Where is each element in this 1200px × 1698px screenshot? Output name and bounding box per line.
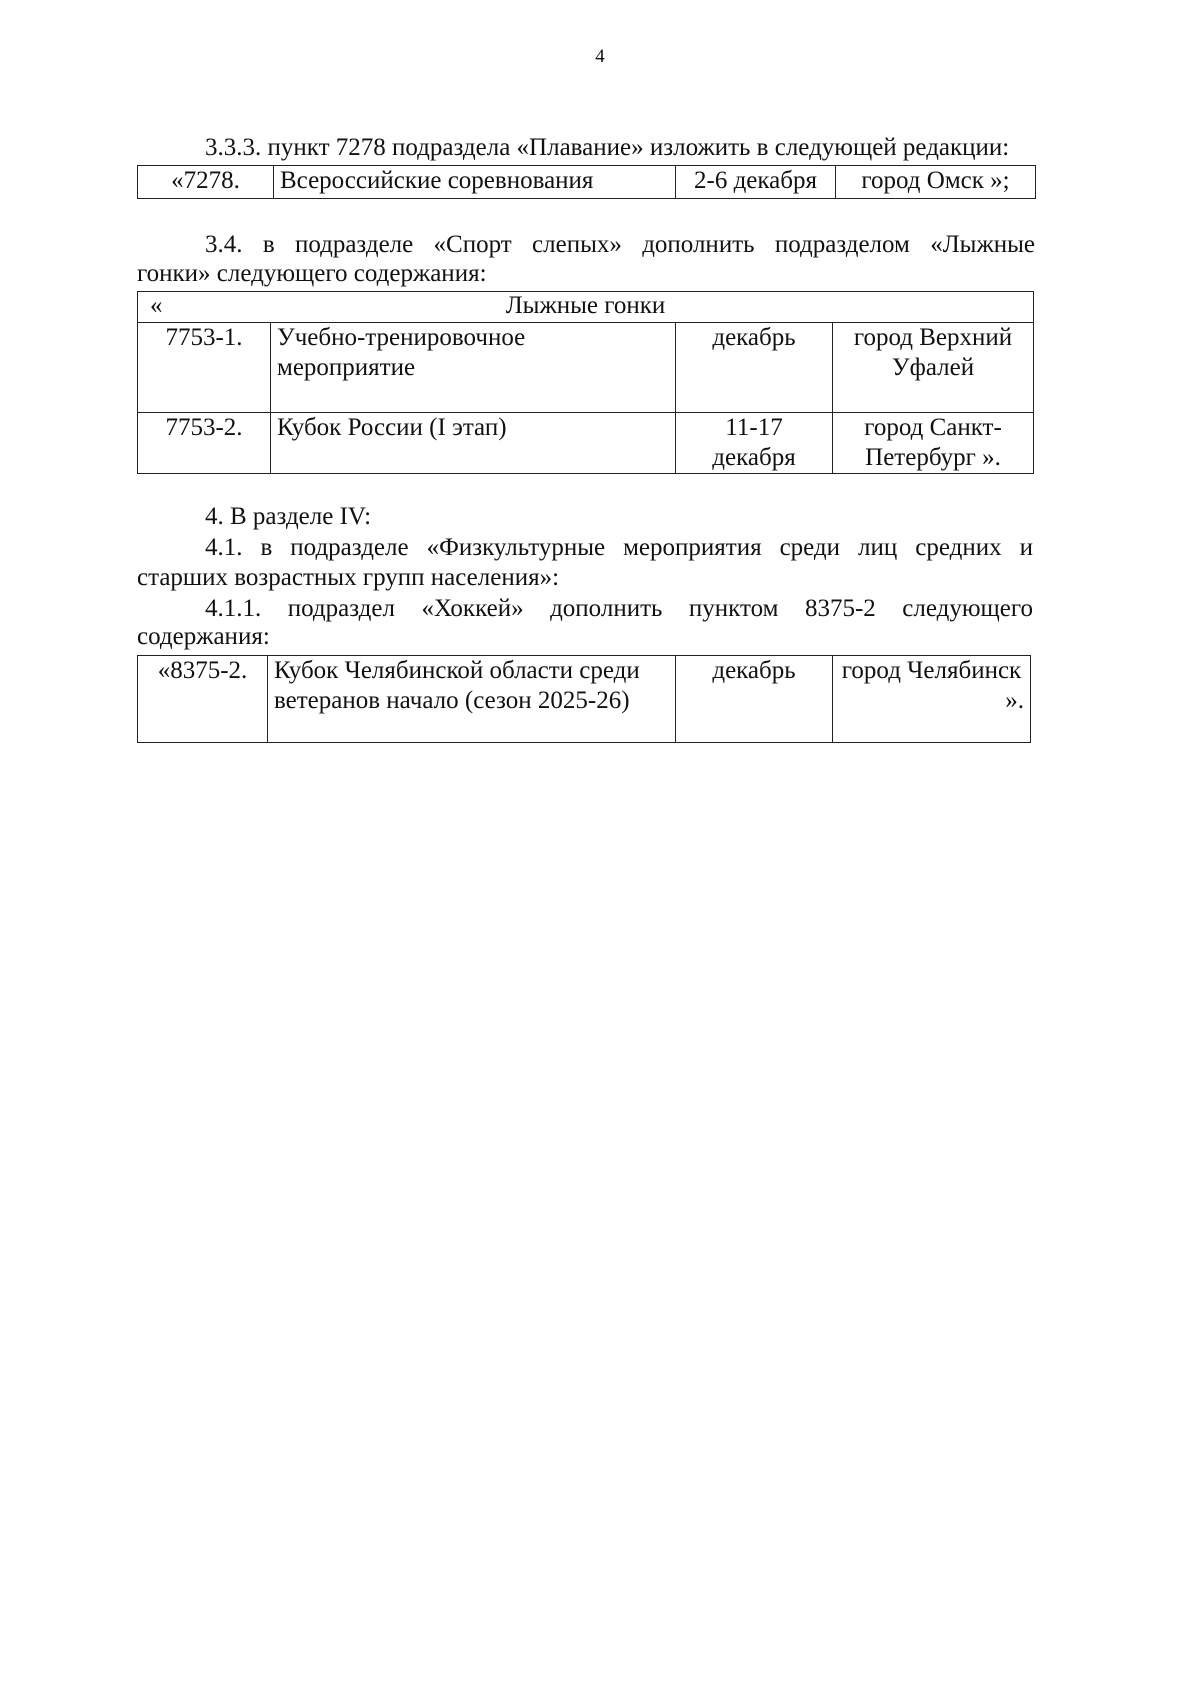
- table-row: [138, 166, 1036, 199]
- event-name: Всероссийские соревнования: [274, 166, 676, 199]
- event-date: 2-6 декабря: [676, 166, 836, 199]
- event-date: декабрь: [676, 323, 833, 413]
- paragraph-4-1-line2: старших возрастных групп населения»:: [137, 564, 560, 591]
- table-header-row: [138, 292, 1034, 323]
- closing-quote: ».: [1005, 687, 1024, 714]
- event-date: 11-17 декабря: [676, 413, 833, 474]
- event-place: город Верхний Уфалей: [833, 323, 1034, 413]
- paragraph-3-4-line2: гонки» следующего содержания:: [137, 260, 487, 287]
- table-row: [138, 656, 1031, 743]
- event-name: Учебно-тренировочное мероприятие: [271, 323, 676, 413]
- event-date: декабрь: [676, 656, 833, 743]
- paragraph-3-3-3: 3.3.3. пункт 7278 подраздела «Плавание» изложить в следующей редакции:: [205, 134, 1010, 161]
- item-number: «7278.: [138, 166, 274, 199]
- event-name: Кубок Челябинской области среди ветеранов начало (сезон 2025-26): [268, 656, 676, 743]
- item-number: 7753-2.: [138, 413, 271, 474]
- paragraph-4: 4. В разделе IV:: [205, 503, 372, 530]
- event-place: город Омск »;: [836, 166, 1036, 199]
- table-row: [138, 323, 1034, 413]
- paragraph-4-1-line1: 4.1. в подразделе «Физкультурные мероприятия среди лиц средних и: [205, 534, 1033, 561]
- event-place: город Челябинск: [841, 657, 1022, 684]
- page-number: 4: [595, 46, 605, 67]
- table-swimming: [137, 165, 1036, 199]
- paragraph-3-4-line1: 3.4. в подразделе «Спорт слепых» дополнить подразделом «Лыжные: [205, 231, 1035, 258]
- opening-quote: «: [150, 292, 163, 319]
- event-place: город Санкт-Петербург ».: [833, 413, 1034, 474]
- table-hockey: [137, 655, 1031, 743]
- paragraph-4-1-1-line1: 4.1.1. подраздел «Хоккей» дополнить пунктом 8375-2 следующего: [205, 595, 1033, 622]
- event-name: Кубок России (I этап): [271, 413, 676, 474]
- table-ski-racing: [137, 291, 1034, 474]
- paragraph-4-1-1-line2: содержания:: [137, 623, 270, 650]
- subsection-title: Лыжные гонки: [505, 292, 666, 319]
- table-row: [138, 413, 1034, 474]
- item-number: «8375-2.: [138, 656, 268, 743]
- item-number: 7753-1.: [138, 323, 271, 413]
